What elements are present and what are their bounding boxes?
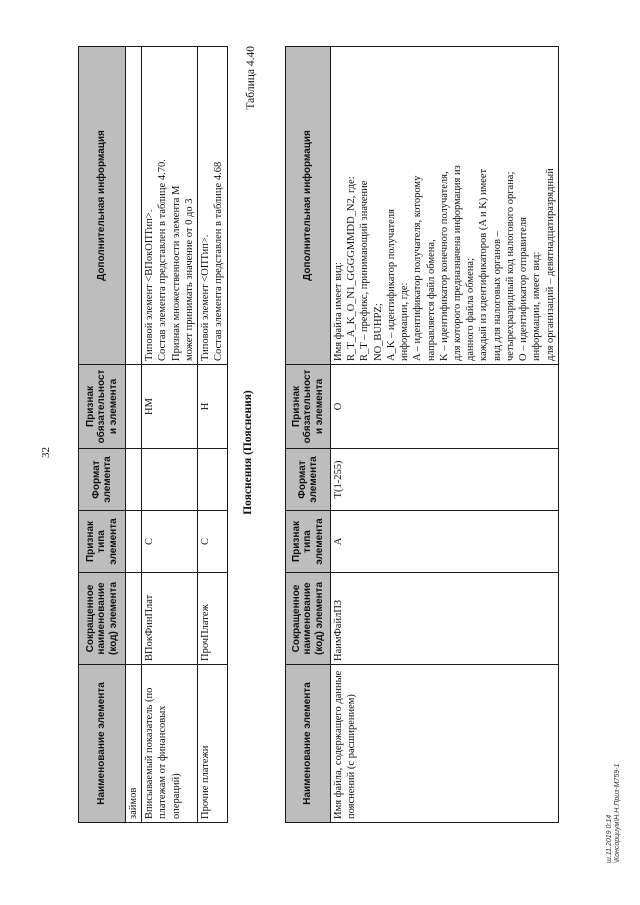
info-line: данного файла обмена;	[465, 257, 477, 361]
table-row	[198, 47, 227, 823]
cell-info	[126, 47, 142, 365]
header-element-required: Признак обязательности элемента	[79, 365, 126, 449]
footer-line: \Консорциум\Н.Н.Приз-М759-1	[614, 763, 622, 863]
cell-code: ПрочПлатеж	[198, 573, 227, 665]
cell-code: ВПокФинПлат	[142, 573, 198, 665]
table-header-row	[79, 47, 126, 823]
info-line: NO_BUHPZ;	[372, 303, 384, 361]
cell-info	[331, 47, 559, 365]
elements-table-top	[78, 46, 228, 823]
header-element-type: Признак типа элемента	[286, 511, 331, 573]
cell-required: О	[331, 365, 559, 449]
info-line: для организаций – девятнадцатиразрядный	[544, 168, 556, 361]
cell-type: С	[142, 511, 198, 573]
header-element-format: Формат элемента	[79, 449, 126, 511]
elements-table-bottom	[285, 46, 559, 823]
info-line: Состав элемента представлен в таблице 4.70.	[157, 159, 169, 361]
header-element-required: Признак обязательности элемента	[286, 365, 331, 449]
header-element-code: Сокращенное наименование (код) элемента	[79, 573, 126, 665]
header-element-name: Наименование элемента	[79, 665, 126, 823]
cell-type	[126, 511, 142, 573]
footer-note	[606, 764, 623, 863]
table-row	[126, 47, 142, 823]
info-line: вид для налоговых органов –	[491, 231, 503, 361]
info-line: R_T – префикс, принимающий значение	[359, 180, 371, 361]
cell-required	[126, 365, 142, 449]
cell-name: Прочие платежи	[198, 665, 227, 823]
cell-format	[198, 449, 227, 511]
cell-format	[142, 449, 198, 511]
cell-format: T(1-255)	[331, 449, 559, 511]
info-line: A – идентификатор получателя, которому	[412, 175, 424, 361]
info-line: Имя файла имеет вид:	[333, 262, 344, 361]
header-additional-info: Дополнительная информация	[286, 47, 331, 365]
header-element-code: Сокращенное наименование (код) элемента	[286, 573, 331, 665]
header-element-format: Формат элемента	[286, 449, 331, 511]
info-line: для которого предназначена информация из	[451, 165, 463, 361]
cell-info	[198, 47, 227, 365]
cell-required: НМ	[142, 365, 198, 449]
info-line: Типовой элемент <ОПТип>.	[200, 234, 212, 361]
footer-line: ш.11.2019 0:14	[606, 814, 613, 863]
table-number: Таблица 4.40	[245, 46, 257, 110]
info-line: O – идентификатор отправителя	[518, 217, 530, 361]
cell-name: Имя файла, содержащего данные пояснений (с расширением)	[331, 665, 559, 823]
info-line: Признак множественности элемента М	[170, 185, 182, 361]
cell-format	[126, 449, 142, 511]
table-caption: Пояснения (Пояснения)	[242, 390, 254, 515]
info-line: A_K – идентификатор получателя	[385, 209, 397, 361]
info-line: направляется файл обмена,	[425, 239, 437, 361]
cell-type: А	[331, 511, 559, 573]
info-line: K – идентификатор конечного получателя,	[438, 171, 450, 361]
info-line: информации, имеет вид:	[531, 251, 543, 361]
info-line: каждый из идентификаторов (A и K) имеет	[478, 168, 490, 361]
cell-info	[142, 47, 198, 365]
info-line: четырехразрядный код налогового органа;	[504, 171, 516, 361]
info-line: R_T_A_K_O_N1_GGGGMMDD_N2, где:	[346, 176, 358, 361]
info-line: информации, где:	[399, 282, 411, 361]
page-number: 32	[40, 447, 52, 458]
cell-code	[126, 573, 142, 665]
cell-required: Н	[198, 365, 227, 449]
info-line: Типовой элемент <ВПокОПТип>.	[144, 209, 156, 361]
table-row	[142, 47, 198, 823]
cell-name: Вписываемый показатель (по платежам от финансовых операций)	[142, 665, 198, 823]
cell-type: С	[198, 511, 227, 573]
header-element-name: Наименование элемента	[286, 665, 331, 823]
info-line: может принимать значение от 0 до 3	[183, 198, 195, 361]
header-additional-info: Дополнительная информация	[79, 47, 126, 365]
table-row	[331, 47, 559, 823]
info-line: Состав элемента представлен в таблице 4.68	[213, 161, 225, 361]
cell-code: НаимФайлПЗ	[331, 573, 559, 665]
cell-name: займов	[126, 665, 142, 823]
table-header-row	[286, 47, 331, 823]
header-element-type: Признак типа элемента	[79, 511, 126, 573]
